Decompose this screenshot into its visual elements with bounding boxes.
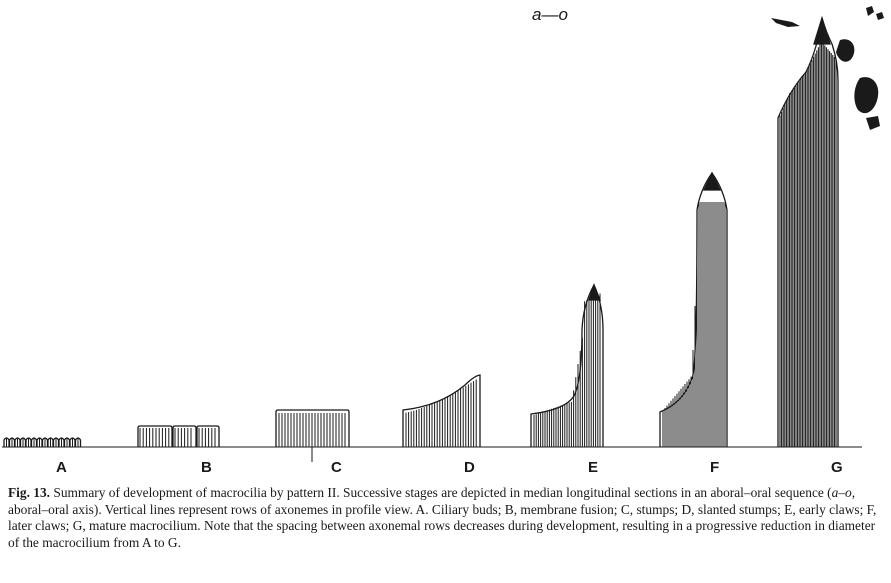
stage-e-early-claws — [531, 285, 603, 447]
stage-label-e: E — [588, 459, 599, 476]
fused-group-outline — [197, 426, 219, 447]
figure-caption — [8, 485, 884, 551]
stage-g-mature-macrocilium — [778, 18, 838, 447]
claw-tip — [814, 18, 830, 44]
stage-label-a: A — [56, 459, 67, 476]
stage-f-later-claws — [660, 173, 727, 447]
stage-label-g: G — [831, 459, 843, 476]
axis-label: a—o — [532, 5, 568, 24]
stage-b-membrane-fusion — [138, 426, 219, 447]
stage-label-f: F — [710, 459, 720, 476]
macrocilium-outline — [778, 18, 838, 447]
caption-text-1: Summary of development of macrocilia by pattern II. Successive stages are depicted in median longitudinal sections in an aboral–oral sequence ( — [50, 485, 832, 500]
stage-c-stumps — [276, 410, 349, 462]
stage-a-ciliary-buds — [4, 438, 81, 447]
stage-label-d: D — [464, 459, 475, 476]
caption-title: Fig. 13. — [8, 485, 51, 500]
caption-axis-italic: a–o — [831, 485, 852, 500]
stage-label-b: B — [201, 459, 212, 476]
caption-text-2: , aboral–oral axis). Vertical lines represent rows of axonemes in profile view. A. Ciliary buds; B, membrane fusion; C, stumps; D, slanted stumps; E, early claws; F, later claws; G, mature macrocilium. Note that the spacing between axonemal rows decreases during development, resulting in a progressive reduction in diameter of the macrocilium from A to G. — [8, 485, 877, 550]
stage-d-slanted-stumps — [403, 375, 480, 447]
stage-label-c: C — [331, 459, 342, 476]
